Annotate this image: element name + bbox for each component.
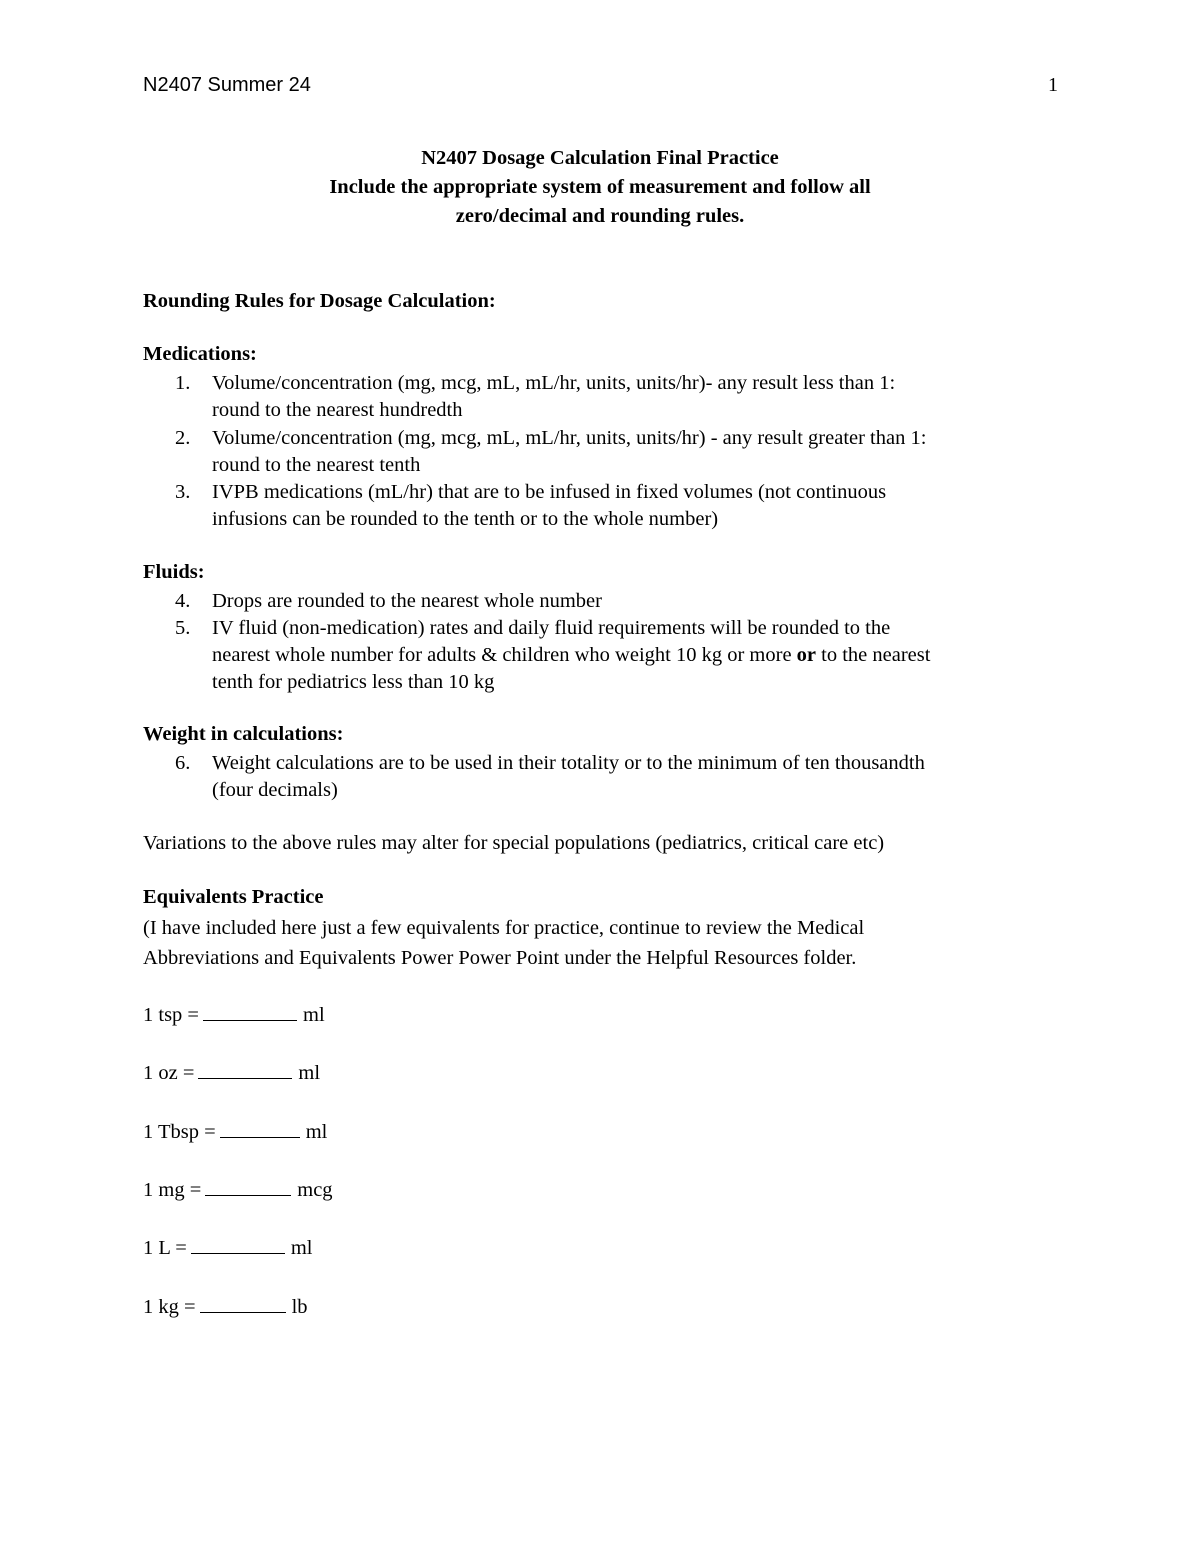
item-text: Volume/concentration (mg, mcg, mL, mL/hr, units, units/hr) - any result greater than 1: [212,427,927,449]
equivalent-left: 1 mg = [143,1179,202,1201]
item-number: 6. [175,752,191,774]
item-text: Weight calculations are to be used in their totality or to the minimum of ten thousandth [212,752,925,774]
equivalent-unit: lb [291,1296,308,1318]
equivalent-left: 1 Tbsp = [143,1121,216,1143]
answer-blank[interactable] [198,1062,292,1079]
intro-line-2: Abbreviations and Equivalents Power Power Point under the Helpful Resources folder. [143,947,857,969]
item-text: IV fluid (non-medication) rates and daily fluid requirements will be rounded to the [212,617,891,639]
equivalent-row [143,1121,327,1144]
list-item [175,615,930,696]
weight-heading: Weight in calculations: [143,723,344,745]
list-item [175,750,925,804]
equivalent-row [143,1179,333,1202]
list-item [175,479,886,533]
equivalent-unit: ml [305,1121,328,1143]
title-line-3: zero/decimal and rounding rules. [455,205,745,227]
item-text-continued: infusions can be rounded to the tenth or to the whole number) [212,508,719,530]
item-number: 4. [175,590,191,612]
answer-blank[interactable] [205,1179,291,1196]
item-text-bold: or [796,644,817,666]
equivalent-unit: ml [303,1004,325,1026]
answer-blank[interactable] [191,1237,285,1254]
rounding-rules-heading: Rounding Rules for Dosage Calculation: [143,290,496,312]
item-text-part: nearest whole number for adults & children who weight 10 kg or more [212,644,797,666]
item-text-continued: round to the nearest hundredth [212,399,463,421]
equivalent-left: 1 oz = [143,1062,195,1084]
title-line-2: Include the appropriate system of measurement and follow all [329,176,871,198]
item-number: 1. [175,372,191,394]
equivalent-row [143,1004,325,1027]
item-text: IVPB medications (mL/hr) that are to be infused in fixed volumes (not continuous [212,481,887,503]
running-header: N2407 Summer 24 [143,74,311,96]
answer-blank[interactable] [200,1296,286,1313]
equivalent-left: 1 kg = [143,1296,196,1318]
item-text-continued: round to the nearest tenth [212,454,421,476]
answer-blank[interactable] [203,1004,297,1021]
equivalent-unit: ml [298,1062,321,1084]
title-line-1: N2407 Dosage Calculation Final Practice [421,147,779,169]
answer-blank[interactable] [220,1121,300,1138]
item-text: Drops are rounded to the nearest whole number [212,590,602,612]
item-text: Volume/concentration (mg, mcg, mL, mL/hr, units, units/hr)- any result less than 1: [212,372,896,394]
equivalent-unit: mcg [297,1179,333,1201]
list-item [175,588,602,615]
equivalent-row [143,1237,312,1260]
list-item [175,370,895,424]
equivalent-left: 1 tsp = [143,1004,199,1026]
list-item [175,425,926,479]
item-number: 5. [175,617,191,639]
equivalents-heading: Equivalents Practice [143,886,324,908]
equivalent-row [143,1062,320,1085]
item-text-part: to the nearest [816,644,931,666]
variations-note: Variations to the above rules may alter for special populations (pediatrics, critical care etc) [143,832,885,854]
equivalent-unit: ml [290,1237,313,1259]
equivalent-left: 1 L = [143,1237,187,1259]
item-number: 3. [175,481,191,503]
equivalent-row [143,1296,308,1319]
document-title [143,144,1057,231]
medications-heading: Medications: [143,343,257,365]
intro-line-1: (I have included here just a few equivalents for practice, continue to review the Medical [143,917,865,939]
item-text-continued: (four decimals) [212,779,338,801]
fluids-heading: Fluids: [143,561,205,583]
equivalents-intro [143,913,864,973]
page-number: 1 [1048,74,1058,96]
item-text-continued [175,642,930,669]
item-number: 2. [175,427,191,449]
item-text-continued: tenth for pediatrics less than 10 kg [212,671,495,693]
